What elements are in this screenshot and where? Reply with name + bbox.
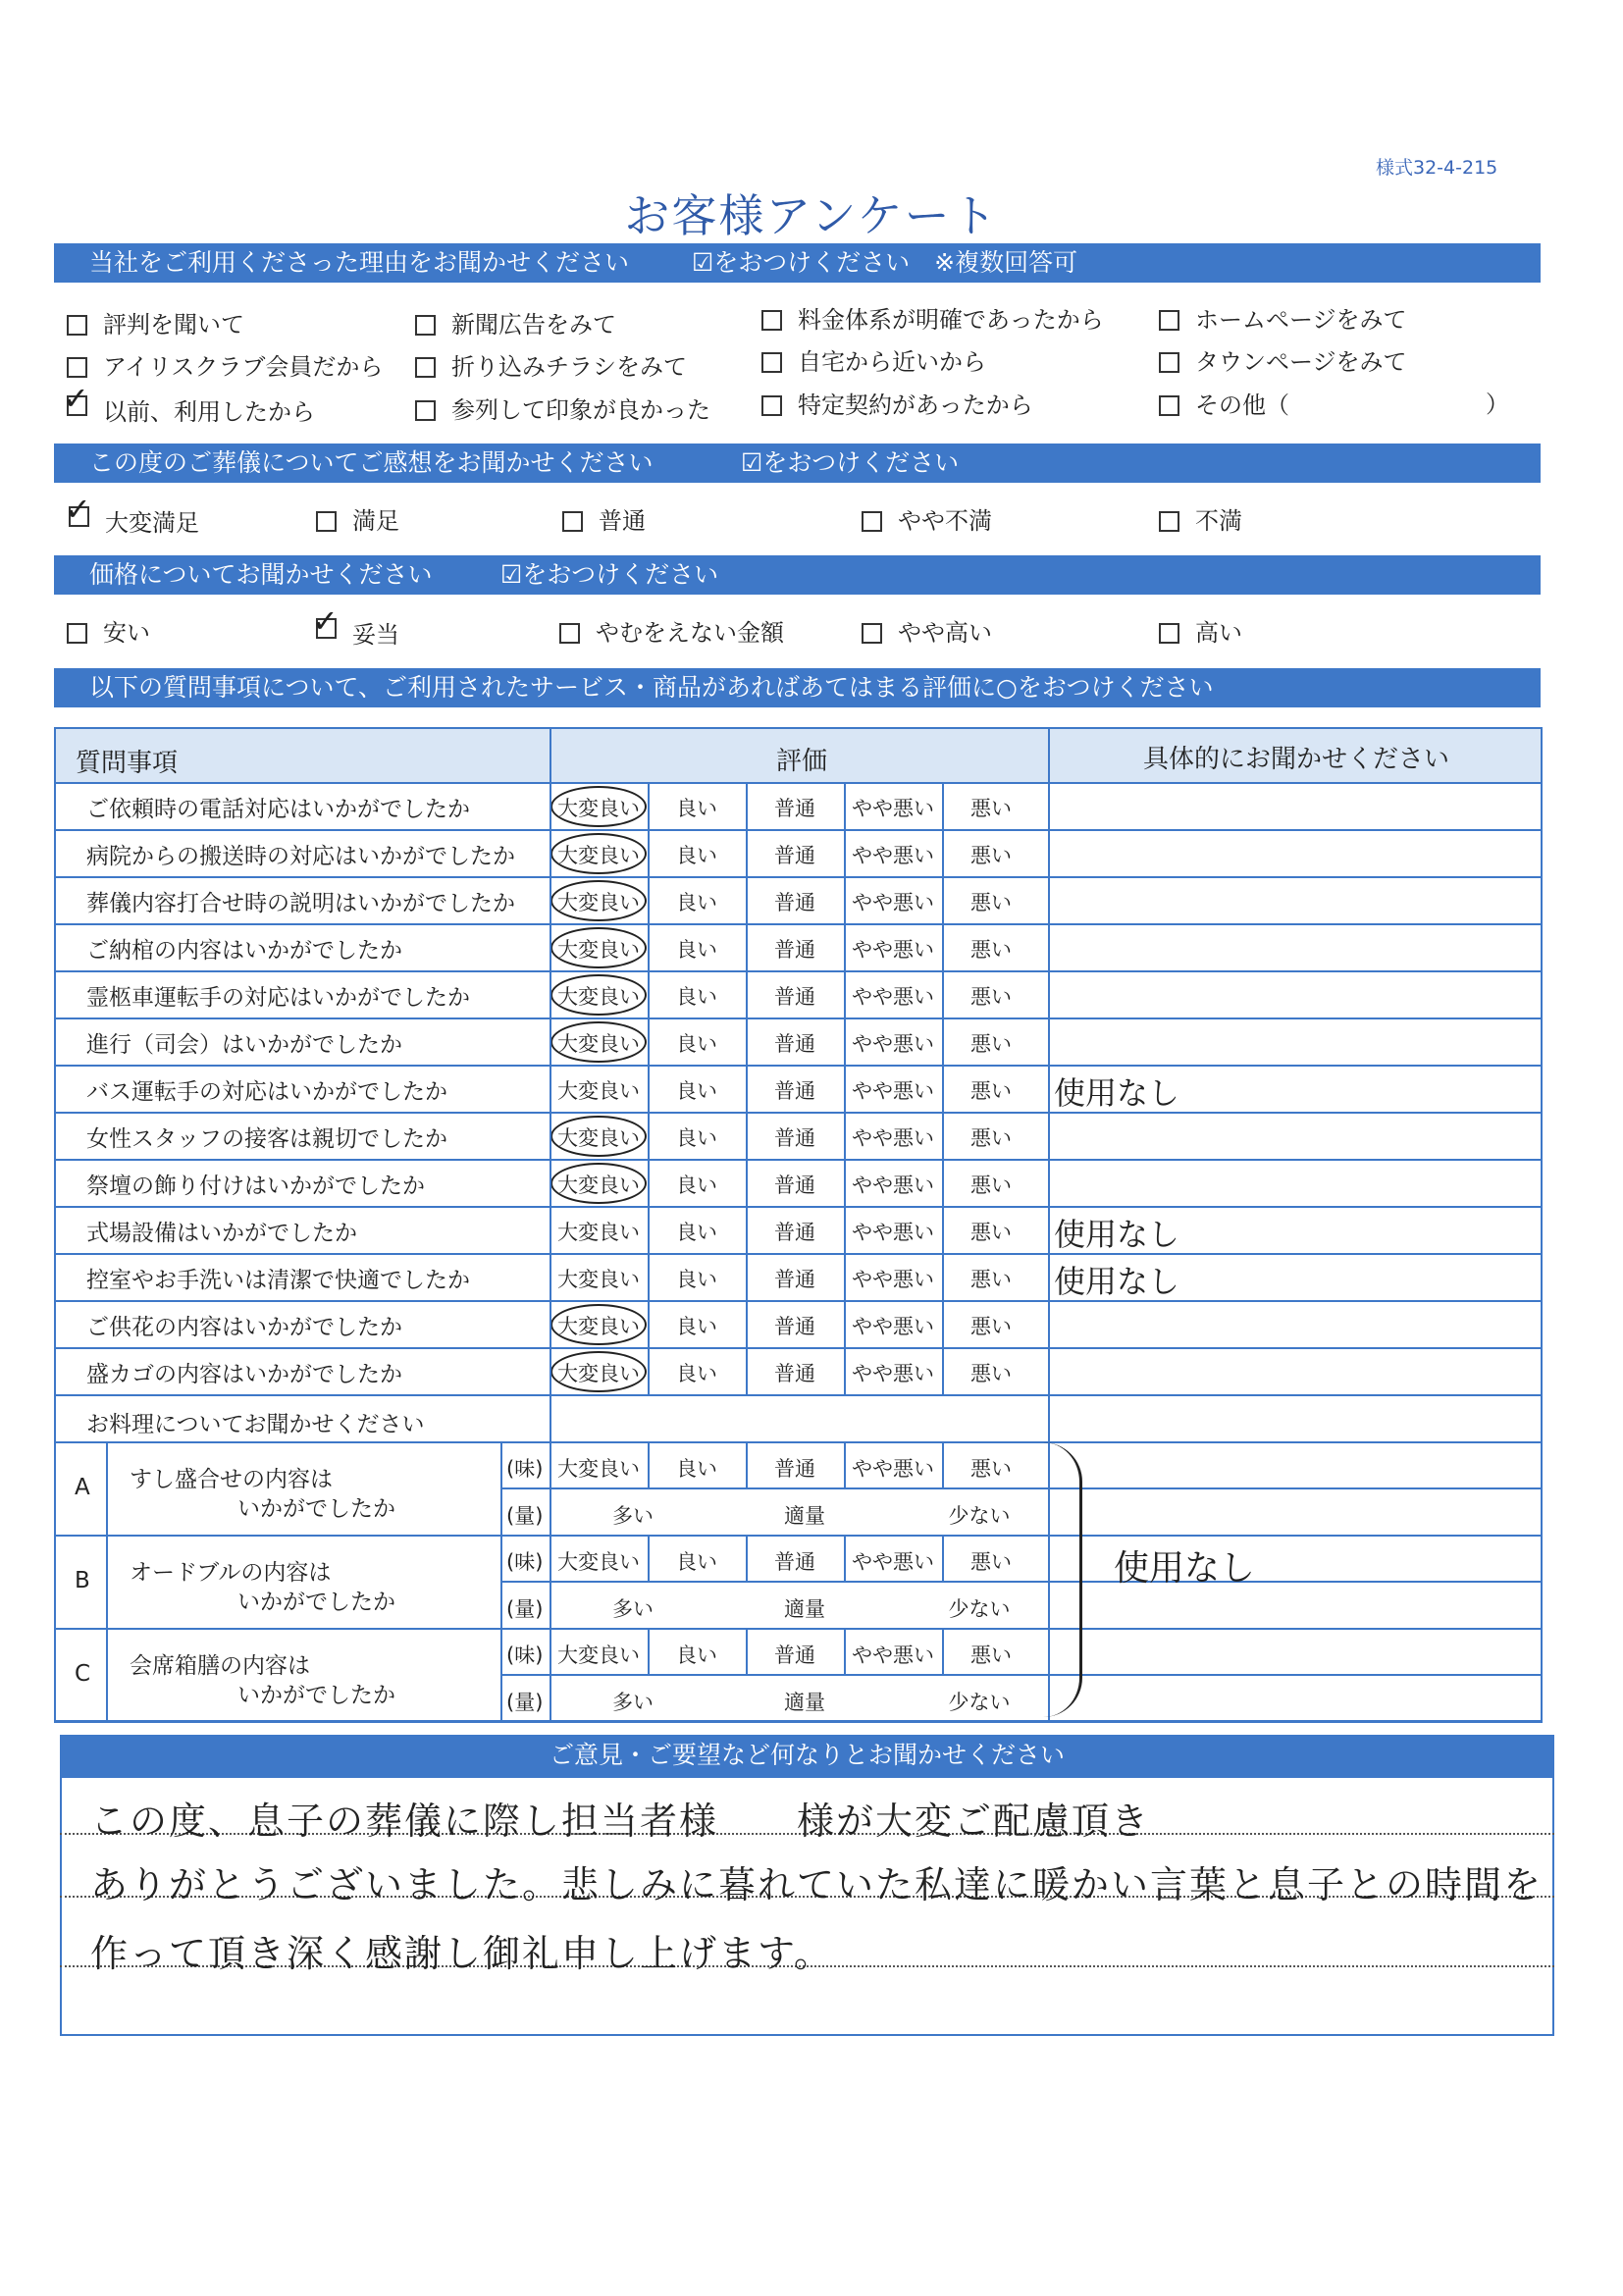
taste-rating-option[interactable]: 普通	[774, 1644, 815, 1667]
rating-option[interactable]: やや悪い	[852, 1315, 934, 1338]
checkbox-icon[interactable]	[316, 511, 337, 532]
food-question-line2: いかがでしたか	[237, 1683, 395, 1708]
rating-option[interactable]: 悪い	[970, 938, 1012, 962]
taste-rating-option[interactable]: 普通	[774, 1550, 815, 1574]
price-heading: 価格についてお聞かせください	[89, 560, 433, 589]
impression-option[interactable]	[316, 506, 399, 536]
food-bracket-mark	[1040, 1442, 1082, 1717]
table-rule	[648, 1441, 650, 1487]
checkbox-label: 料金体系が明確であったから	[798, 306, 1104, 334]
rating-option[interactable]: 大変良い	[557, 938, 640, 962]
checkbox-icon[interactable]	[562, 511, 583, 532]
rating-option[interactable]: 悪い	[970, 891, 1012, 914]
checkbox-icon[interactable]	[862, 511, 882, 532]
table-rule	[54, 1112, 1543, 1114]
reason-heading: 当社をご利用くださった理由をお聞かせください	[89, 248, 630, 277]
rating-option[interactable]: 大変良い	[557, 1268, 640, 1291]
rating-option[interactable]: 大変良い	[557, 985, 640, 1009]
food-question-line1: オードブルの内容は	[130, 1560, 332, 1586]
price-option[interactable]	[559, 618, 784, 648]
table-rule	[844, 782, 846, 1394]
selected-rating-circle	[550, 1163, 647, 1204]
checkbox-label: 新聞広告をみて	[451, 311, 616, 339]
checkbox-label: 普通	[599, 507, 646, 535]
reason-option[interactable]	[67, 395, 315, 427]
rating-option[interactable]: 良い	[676, 797, 717, 820]
checkbox-label: アイリスクラブ会員だから	[103, 353, 384, 381]
rating-option[interactable]: やや悪い	[852, 1362, 934, 1385]
rating-option[interactable]: 悪い	[970, 1362, 1012, 1385]
table-rule	[942, 782, 944, 1394]
reason-option[interactable]	[761, 391, 1033, 420]
detail-comment: 使用なし	[1054, 1263, 1180, 1300]
rating-option[interactable]: 普通	[774, 1221, 815, 1244]
food-heading: お料理についてお聞かせください	[86, 1412, 425, 1437]
table-rule	[844, 1441, 846, 1487]
question-text: 霊柩車運転手の対応はいかがでしたか	[86, 985, 470, 1011]
taste-rating-option[interactable]: 大変良い	[557, 1457, 640, 1481]
checkbox-label: 高い	[1195, 619, 1242, 647]
checkbox-label: タウンページをみて	[1195, 348, 1407, 376]
reason-option[interactable]	[1159, 305, 1407, 335]
table-rule	[942, 1535, 944, 1581]
table-rule	[500, 1487, 1543, 1489]
rating-option[interactable]: 普通	[774, 985, 815, 1009]
taste-rating-option[interactable]: やや悪い	[852, 1550, 934, 1574]
rating-option[interactable]: 悪い	[970, 1079, 1012, 1103]
table-rule	[844, 1535, 846, 1581]
selected-rating-circle	[550, 1304, 647, 1345]
food-question-line2: いかがでしたか	[237, 1590, 395, 1615]
amount-option[interactable]: 多い	[612, 1504, 654, 1528]
table-rule	[942, 1441, 944, 1487]
table-rule	[648, 1535, 650, 1581]
question-text: 式場設備はいかがでしたか	[86, 1221, 357, 1246]
checkbox-icon[interactable]	[67, 395, 87, 416]
rating-option[interactable]: 良い	[676, 1221, 717, 1244]
table-rule	[844, 1628, 846, 1674]
question-text: 盛カゴの内容はいかがでしたか	[86, 1362, 402, 1387]
rating-option[interactable]: 悪い	[970, 1315, 1012, 1338]
col-question-label: 質問事項	[76, 749, 179, 778]
col-detail-label: 具体的にお聞かせください	[1142, 745, 1449, 774]
rating-option[interactable]: 大変良い	[557, 844, 640, 867]
taste-rating-option[interactable]: 悪い	[970, 1457, 1012, 1481]
checkbox-label: 満足	[352, 507, 399, 535]
question-text: 控室やお手洗いは清潔で快適でしたか	[86, 1268, 470, 1293]
food-question-line1: 会席箱膳の内容は	[130, 1653, 310, 1679]
rating-option[interactable]: 良い	[676, 938, 717, 962]
rating-option[interactable]: 良い	[676, 985, 717, 1009]
taste-label: (味)	[506, 1644, 544, 1667]
table-rule	[500, 1581, 1543, 1583]
question-text: 進行（司会）はいかがでしたか	[86, 1032, 402, 1058]
rating-option[interactable]: 悪い	[970, 1032, 1012, 1056]
taste-rating-option[interactable]: 悪い	[970, 1644, 1012, 1667]
rating-option[interactable]: やや悪い	[852, 891, 934, 914]
price-option[interactable]	[67, 618, 150, 648]
selected-rating-circle	[550, 927, 647, 968]
checkbox-icon[interactable]	[415, 357, 436, 378]
amount-option[interactable]: 多い	[612, 1597, 654, 1621]
checkbox-icon[interactable]	[761, 395, 782, 416]
checkbox-label: 参列して印象が良かった	[451, 396, 710, 424]
table-rule	[54, 970, 1543, 972]
rating-option[interactable]: やや悪い	[852, 797, 934, 820]
reason-option[interactable]	[1159, 347, 1407, 377]
checkbox-icon[interactable]	[415, 400, 436, 421]
rating-option[interactable]: 悪い	[970, 1126, 1012, 1150]
rating-option[interactable]: 普通	[774, 891, 815, 914]
question-text: 女性スタッフの接客は親切でしたか	[86, 1126, 447, 1152]
question-text: 祭壇の飾り付けはいかがでしたか	[86, 1174, 425, 1199]
col-detail-header	[1052, 729, 1541, 784]
table-rule	[54, 1253, 1543, 1255]
rating-option[interactable]: 良い	[676, 891, 717, 914]
table-rule	[54, 923, 1543, 925]
amount-option[interactable]: 適量	[784, 1597, 825, 1621]
table-rule	[54, 1535, 1543, 1537]
page-title: お客様アンケート	[624, 189, 999, 242]
impression-option[interactable]	[1159, 506, 1242, 536]
rating-option[interactable]: 大変良い	[557, 1079, 640, 1103]
amount-label: (量)	[506, 1597, 544, 1621]
checkbox-label: やむをえない金額	[596, 619, 784, 647]
selected-rating-circle	[550, 880, 647, 921]
checkbox-icon[interactable]	[415, 315, 436, 336]
taste-rating-option[interactable]: 良い	[676, 1550, 717, 1574]
impression-option[interactable]	[562, 506, 646, 536]
table-rule	[550, 727, 551, 1441]
checkbox-icon[interactable]	[862, 623, 882, 644]
taste-rating-option[interactable]: 良い	[676, 1457, 717, 1481]
rating-option[interactable]: 普通	[774, 1362, 815, 1385]
taste-label: (味)	[506, 1457, 544, 1481]
food-letter: A	[75, 1475, 90, 1500]
table-rule	[746, 782, 748, 1394]
col-question-header	[56, 729, 551, 784]
table-rule	[746, 1628, 748, 1674]
rating-option[interactable]: 大変良い	[557, 1362, 640, 1385]
checkbox-icon[interactable]	[1159, 310, 1179, 331]
rating-option[interactable]: やや悪い	[852, 844, 934, 867]
rating-heading: 以下の質問事項について、ご利用されたサービス・商品があればあてはまる評価に○をおつけください	[89, 673, 1214, 702]
checkbox-label: ホームページをみて	[1195, 306, 1407, 334]
checkbox-label: やや不満	[898, 507, 992, 535]
table-rule	[54, 876, 1543, 878]
rating-option[interactable]: 普通	[774, 1268, 815, 1291]
price-option[interactable]	[862, 618, 992, 648]
rating-option[interactable]: 普通	[774, 844, 815, 867]
rating-option[interactable]: 悪い	[970, 1174, 1012, 1197]
reason-note: ☑をおつけください ※複数回答可	[692, 248, 1078, 277]
selected-rating-circle	[550, 1021, 647, 1063]
reason-option[interactable]	[67, 310, 244, 339]
taste-label: (味)	[506, 1550, 544, 1574]
rating-option[interactable]: 良い	[676, 1032, 717, 1056]
table-rule	[54, 1347, 1543, 1349]
price-option[interactable]	[316, 618, 399, 650]
detail-comment: 使用なし	[1054, 1074, 1180, 1112]
rating-option[interactable]: 悪い	[970, 985, 1012, 1009]
checkbox-icon[interactable]	[761, 310, 782, 331]
checkbox-icon[interactable]	[761, 352, 782, 373]
checkbox-icon[interactable]	[67, 315, 87, 336]
table-rule	[500, 1674, 1543, 1676]
rating-option[interactable]: やや悪い	[852, 1221, 934, 1244]
question-text: 葬儀内容打合せ時の説明はいかがでしたか	[86, 891, 515, 916]
taste-rating-option[interactable]: 大変良い	[557, 1644, 640, 1667]
food-question-line1: すし盛合せの内容は	[130, 1467, 333, 1492]
rating-option[interactable]: 良い	[676, 1079, 717, 1103]
question-text: 病院からの搬送時の対応はいかがでしたか	[86, 844, 515, 869]
table-rule	[746, 1535, 748, 1581]
rating-option[interactable]: やや悪い	[852, 985, 934, 1009]
reason-option[interactable]	[1159, 391, 1289, 420]
rating-option[interactable]: やや悪い	[852, 1032, 934, 1056]
checkbox-icon[interactable]	[1159, 395, 1179, 416]
reason-option[interactable]	[67, 352, 383, 382]
rating-option[interactable]: 普通	[774, 1079, 815, 1103]
taste-rating-option[interactable]: やや悪い	[852, 1644, 934, 1667]
selected-rating-circle	[550, 974, 647, 1016]
rating-option[interactable]: 悪い	[970, 797, 1012, 820]
selected-rating-circle	[550, 1116, 647, 1157]
table-rule	[648, 1628, 650, 1674]
checkbox-icon[interactable]	[1159, 352, 1179, 373]
checkbox-label: 不満	[1195, 507, 1242, 535]
table-rule	[648, 782, 650, 1394]
rating-option[interactable]: 大変良い	[557, 1126, 640, 1150]
rating-option[interactable]: 普通	[774, 1174, 815, 1197]
price-option[interactable]	[1159, 618, 1242, 648]
checkbox-label: 安い	[103, 619, 150, 647]
rating-option[interactable]: 大変良い	[557, 1174, 640, 1197]
impression-section-header	[54, 444, 1541, 483]
table-rule	[54, 1018, 1543, 1019]
checkbox-label: 自宅から近いから	[798, 348, 986, 376]
form-code: 様式32-4-215	[1376, 157, 1498, 179]
rating-option[interactable]: 悪い	[970, 844, 1012, 867]
taste-rating-option[interactable]: 良い	[676, 1644, 717, 1667]
selected-rating-circle	[550, 786, 647, 827]
question-text: ご依頼時の電話対応はいかがでしたか	[86, 797, 470, 822]
reason-option[interactable]	[415, 352, 687, 382]
rating-option[interactable]: 大変良い	[557, 1221, 640, 1244]
amount-option[interactable]: 多い	[612, 1691, 654, 1714]
checkbox-label: その他（	[1195, 391, 1289, 419]
price-section-header	[54, 555, 1541, 595]
rating-option[interactable]: 普通	[774, 797, 815, 820]
checkbox-icon[interactable]	[559, 623, 580, 644]
checkbox-label: やや高い	[898, 619, 992, 647]
comments-section-header: ご意見・ご要望など何なりとお聞かせください	[60, 1735, 1554, 1776]
rating-option[interactable]: 良い	[676, 1315, 717, 1338]
table-rule	[54, 1394, 1543, 1396]
question-text: バス運転手の対応はいかがでしたか	[86, 1079, 447, 1105]
table-rule	[746, 1441, 748, 1487]
amount-option[interactable]: 適量	[784, 1691, 825, 1714]
rating-option[interactable]: 普通	[774, 1032, 815, 1056]
table-rule	[550, 1441, 551, 1721]
selected-rating-circle	[550, 833, 647, 874]
col-rating-header	[551, 729, 1052, 784]
table-rule	[54, 1628, 1543, 1630]
amount-option[interactable]: 少ない	[948, 1504, 1011, 1528]
rating-section-header	[54, 668, 1541, 707]
comment-line-3: 作って頂き深く感謝し御礼申し上げます。	[90, 1932, 833, 1975]
rating-option[interactable]: 大変良い	[557, 1032, 640, 1056]
question-text: ご納棺の内容はいかがでしたか	[86, 938, 402, 964]
taste-rating-option[interactable]: 普通	[774, 1457, 815, 1481]
table-rule	[54, 1159, 1543, 1161]
checkbox-label: 以前、利用したから	[103, 398, 315, 426]
comment-line-1: この度、息子の葬儀に際し担当者様 様が大変ご配慮頂き	[90, 1800, 1151, 1843]
table-rule	[54, 1721, 1543, 1723]
impression-note: ☑をおつけください	[741, 448, 960, 477]
checkbox-icon[interactable]	[316, 618, 337, 639]
taste-rating-option[interactable]: 大変良い	[557, 1550, 640, 1574]
amount-label: (量)	[506, 1504, 544, 1528]
checkbox-label: 大変満足	[105, 509, 199, 537]
amount-option[interactable]: 適量	[784, 1504, 825, 1528]
rating-option[interactable]: 大変良い	[557, 891, 640, 914]
checkbox-label: 特定契約があったから	[798, 391, 1033, 419]
rating-option[interactable]: やや悪い	[852, 1126, 934, 1150]
amount-option[interactable]: 少ない	[948, 1597, 1011, 1621]
price-note: ☑をおつけください	[500, 560, 719, 589]
checkbox-icon[interactable]	[67, 357, 87, 378]
table-rule	[54, 1300, 1543, 1302]
table-rule	[942, 1628, 944, 1674]
table-rule	[54, 1441, 550, 1443]
checkbox-label: 評判を聞いて	[103, 311, 244, 339]
rating-option[interactable]: やや悪い	[852, 1079, 934, 1103]
detail-comment: 使用なし	[1054, 1216, 1180, 1253]
checkbox-icon[interactable]	[69, 506, 89, 527]
impression-option[interactable]	[862, 506, 992, 536]
rating-option[interactable]: 良い	[676, 1126, 717, 1150]
rating-option[interactable]: 普通	[774, 1315, 815, 1338]
amount-label: (量)	[506, 1691, 544, 1714]
food-letter: B	[75, 1568, 90, 1593]
food-detail-comment: 使用なし	[1114, 1548, 1256, 1589]
rating-option[interactable]: 良い	[676, 844, 717, 867]
impression-heading: この度のご葬儀についてご感想をお聞かせください	[89, 448, 654, 477]
table-rule	[106, 1441, 108, 1721]
reason-option[interactable]	[761, 305, 1104, 335]
rating-option[interactable]: やや悪い	[852, 1268, 934, 1291]
question-text: ご供花の内容はいかがでしたか	[86, 1315, 402, 1340]
checkbox-label: 妥当	[352, 621, 399, 649]
table-rule	[54, 1065, 1543, 1067]
other-close-paren: ）	[1486, 391, 1509, 418]
selected-rating-circle	[550, 1351, 647, 1392]
checkbox-icon[interactable]	[1159, 623, 1179, 644]
food-letter: C	[75, 1661, 91, 1687]
rating-option[interactable]: 普通	[774, 1126, 815, 1150]
reason-section-header	[54, 243, 1541, 283]
amount-option[interactable]: 少ない	[948, 1691, 1011, 1714]
checkbox-icon[interactable]	[67, 623, 87, 644]
table-rule	[54, 1206, 1543, 1208]
checkbox-icon[interactable]	[1159, 511, 1179, 532]
taste-rating-option[interactable]: 悪い	[970, 1550, 1012, 1574]
rating-option[interactable]: 良い	[676, 1362, 717, 1385]
table-rule	[54, 829, 1543, 831]
rating-option[interactable]: やや悪い	[852, 938, 934, 962]
table-rule	[54, 782, 1543, 784]
rating-option[interactable]: 悪い	[970, 1268, 1012, 1291]
reason-option[interactable]	[415, 310, 616, 339]
reason-option[interactable]	[761, 347, 986, 377]
rating-option[interactable]: やや悪い	[852, 1174, 934, 1197]
rating-option[interactable]: 良い	[676, 1268, 717, 1291]
food-question-line2: いかがでしたか	[237, 1496, 395, 1522]
rating-option[interactable]: 悪い	[970, 1221, 1012, 1244]
rating-option[interactable]: 普通	[774, 938, 815, 962]
table-rule	[500, 1441, 502, 1721]
impression-option[interactable]	[69, 506, 199, 538]
comment-line-2: ありがとうございました。悲しみに暮れていた私達に暖かい言葉と息子との時間を	[90, 1863, 1544, 1906]
col-rating-label: 評価	[775, 747, 827, 776]
rating-option[interactable]: 大変良い	[557, 797, 640, 820]
rating-option[interactable]: 大変良い	[557, 1315, 640, 1338]
checkbox-label: 折り込みチラシをみて	[451, 353, 687, 381]
rating-option[interactable]: 良い	[676, 1174, 717, 1197]
reason-option[interactable]	[415, 395, 710, 425]
taste-rating-option[interactable]: やや悪い	[852, 1457, 934, 1481]
